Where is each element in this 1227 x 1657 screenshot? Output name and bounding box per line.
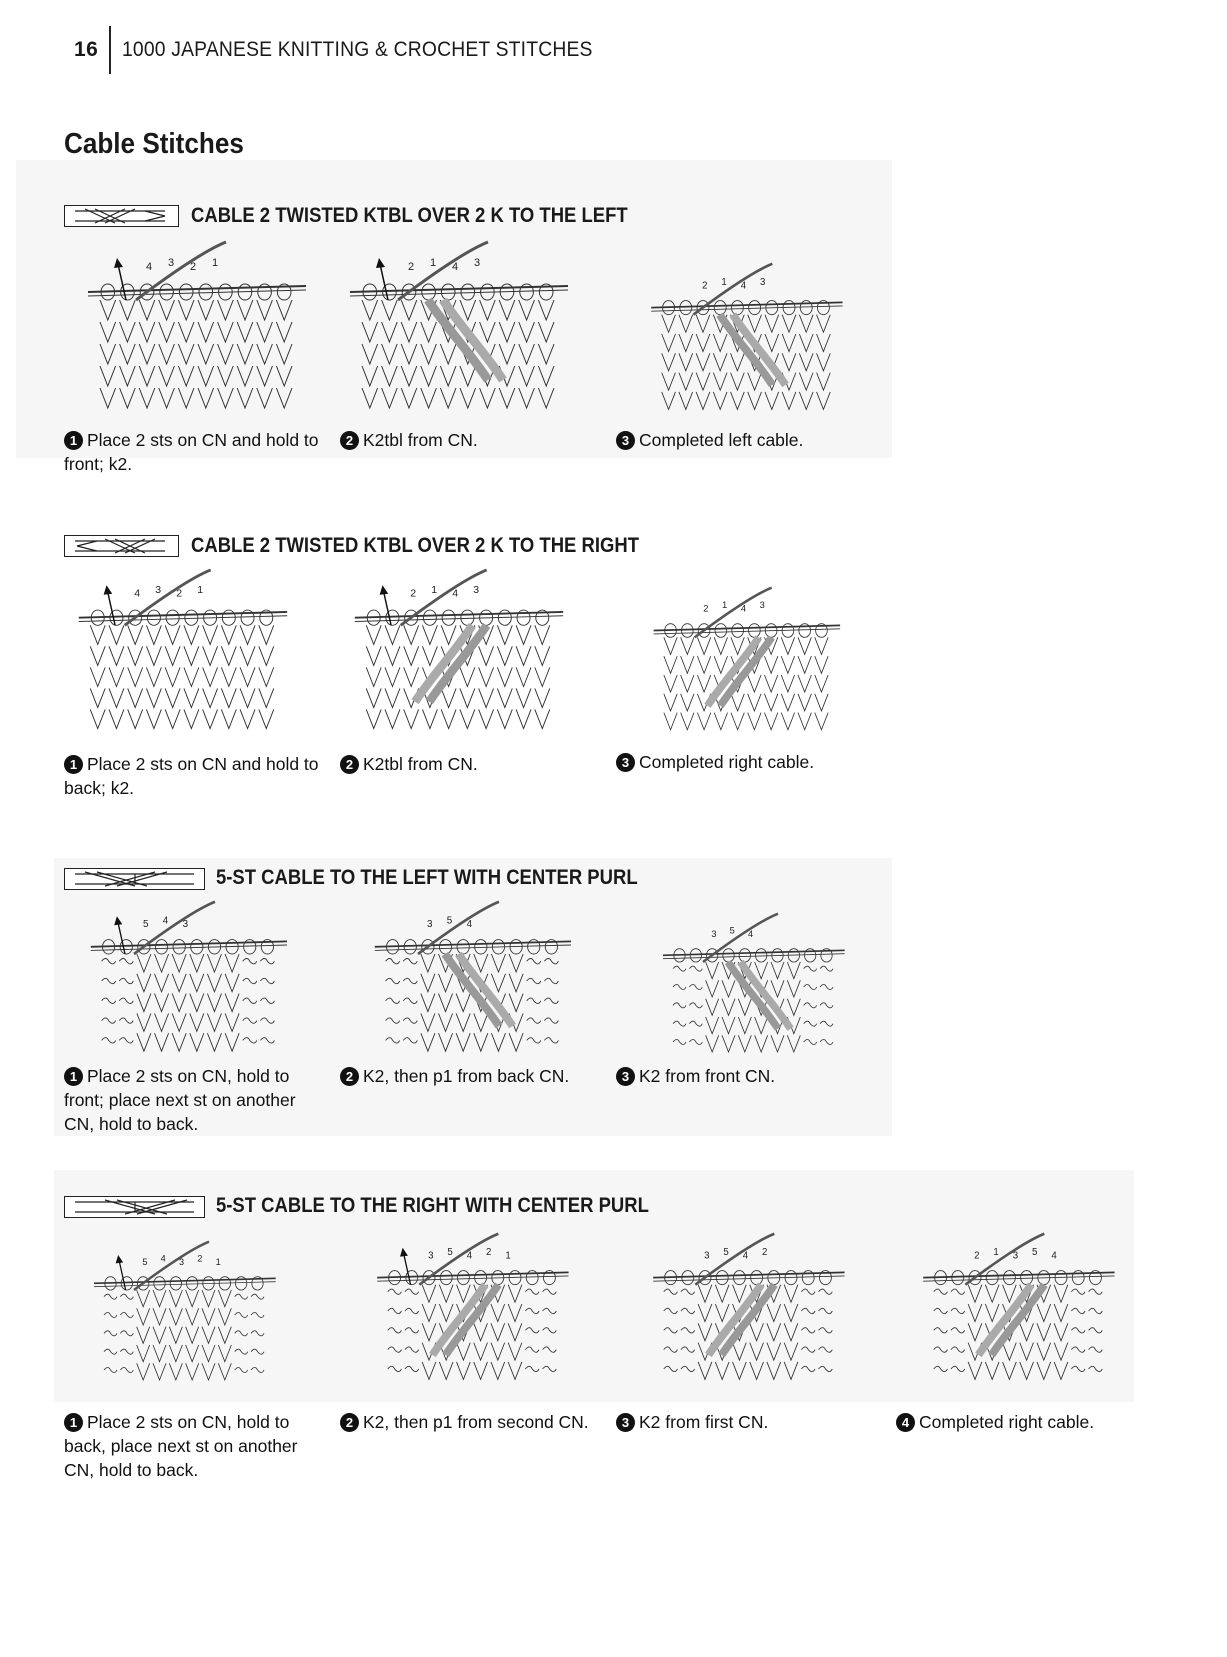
knit-swatch-diagram: [628, 586, 864, 740]
step-caption: 3 Completed right cable.: [616, 750, 876, 774]
diagram-step-1: [72, 1240, 296, 1390]
knit-swatch-diagram: [64, 568, 300, 740]
header-divider: [109, 26, 111, 74]
step-caption: 2 K2tbl from CN.: [340, 428, 600, 452]
step-caption: 2 K2, then p1 from second CN.: [340, 1410, 610, 1434]
knit-swatch-diagram: [340, 240, 576, 420]
diagram-step-2: [340, 568, 576, 740]
svg-text:4: 4: [466, 1250, 473, 1262]
knit-swatch-diagram: [910, 1232, 1126, 1390]
diagram-step-2: [360, 1232, 584, 1390]
svg-text:4: 4: [162, 915, 169, 927]
svg-text:3: 3: [179, 1257, 185, 1267]
svg-text:1: 1: [431, 583, 438, 596]
svg-text:3: 3: [428, 1250, 434, 1262]
svg-text:2: 2: [190, 261, 197, 273]
diagram-step-3: [628, 586, 864, 740]
cable-symbol-chart: [64, 868, 205, 890]
svg-text:3: 3: [1012, 1250, 1019, 1262]
svg-text:5: 5: [447, 1246, 453, 1258]
svg-text:2: 2: [702, 280, 708, 292]
svg-text:4: 4: [1051, 1250, 1057, 1262]
diagram-step-3: [636, 1232, 860, 1390]
knit-swatch-diagram: [628, 262, 864, 420]
knit-swatch-diagram: [636, 1232, 860, 1390]
svg-text:4: 4: [466, 919, 473, 930]
svg-text:3: 3: [427, 919, 433, 930]
svg-text:2: 2: [486, 1246, 492, 1258]
stitch-name: CABLE 2 TWISTED KTBL OVER 2 K TO THE RIGHT: [191, 534, 640, 557]
svg-text:4: 4: [160, 1253, 166, 1264]
step-caption: 3 K2 from front CN.: [616, 1064, 876, 1088]
step-caption: 2 K2, then p1 from back CN.: [340, 1064, 600, 1088]
svg-text:3: 3: [760, 276, 766, 288]
knit-swatch-diagram: [78, 900, 298, 1062]
step-caption: 3 K2 from first CN.: [616, 1410, 876, 1434]
svg-text:3: 3: [704, 1250, 710, 1262]
svg-text:3: 3: [711, 929, 717, 939]
svg-text:5: 5: [1032, 1246, 1038, 1258]
cable-symbol-chart: [64, 205, 179, 227]
svg-text:4: 4: [740, 280, 747, 292]
svg-text:1: 1: [197, 583, 204, 596]
svg-text:1: 1: [721, 276, 727, 288]
section-title: Cable Stitches: [64, 128, 244, 160]
diagram-step-1: [64, 568, 300, 740]
svg-text:5: 5: [142, 1257, 148, 1267]
running-header: [0, 28, 700, 74]
step-caption: 1 Place 2 sts on CN, hold to front; place next st on another CN, hold to back.: [64, 1066, 296, 1134]
svg-text:3: 3: [168, 257, 175, 269]
diagram-step-3: [640, 912, 866, 1062]
svg-text:5: 5: [446, 915, 453, 927]
svg-text:2: 2: [176, 587, 183, 600]
svg-text:5: 5: [723, 1246, 729, 1258]
diagram-step-1: [78, 900, 298, 1062]
svg-text:1: 1: [212, 257, 219, 269]
svg-text:2: 2: [703, 602, 709, 614]
svg-text:3: 3: [759, 599, 765, 611]
page-number: 16: [74, 38, 99, 61]
step-caption: 3 Completed left cable.: [616, 428, 876, 452]
svg-text:4: 4: [134, 587, 141, 600]
knit-swatch-diagram: [360, 1232, 584, 1390]
svg-text:2: 2: [408, 261, 415, 273]
svg-text:1: 1: [993, 1246, 999, 1258]
svg-text:4: 4: [452, 261, 459, 273]
svg-text:2: 2: [197, 1253, 203, 1264]
svg-text:4: 4: [740, 602, 747, 614]
diagram-step-2: [340, 240, 576, 420]
step-caption: 1 Place 2 sts on CN, hold to back, place next st on another CN, hold to back.: [64, 1412, 298, 1480]
svg-text:1: 1: [505, 1250, 511, 1262]
svg-text:3: 3: [182, 919, 189, 930]
svg-text:2: 2: [410, 587, 417, 600]
svg-text:1: 1: [215, 1257, 221, 1267]
svg-text:5: 5: [729, 925, 735, 936]
svg-text:2: 2: [762, 1246, 768, 1258]
step-caption: 2 K2tbl from CN.: [340, 752, 600, 776]
svg-text:3: 3: [473, 583, 480, 596]
svg-text:4: 4: [146, 261, 153, 273]
svg-text:3: 3: [474, 257, 481, 269]
diagram-step-4: [910, 1232, 1126, 1390]
svg-text:4: 4: [748, 929, 754, 939]
knit-swatch-diagram: [78, 240, 314, 420]
svg-text:1: 1: [722, 599, 728, 611]
step-caption: 1 Place 2 sts on CN and hold to front; k2.: [64, 430, 319, 474]
diagram-step-1: [78, 240, 314, 420]
diagram-step-2: [356, 900, 588, 1062]
knit-swatch-diagram: [640, 912, 866, 1062]
svg-text:5: 5: [143, 919, 149, 930]
svg-text:1: 1: [430, 257, 437, 269]
step-caption: 1 Place 2 sts on CN and hold to back; k2.: [64, 754, 319, 798]
knit-swatch-diagram: [356, 900, 588, 1062]
knit-swatch-diagram: [72, 1240, 296, 1390]
book-title: 1000 JAPANESE KNITTING & CROCHET STITCHES: [122, 38, 593, 61]
stitch-name: CABLE 2 TWISTED KTBL OVER 2 K TO THE LEFT: [191, 204, 628, 227]
svg-text:2: 2: [974, 1250, 980, 1262]
svg-text:4: 4: [742, 1250, 749, 1262]
stitch-name: 5-ST CABLE TO THE LEFT WITH CENTER PURL: [216, 866, 638, 889]
svg-text:4: 4: [452, 587, 459, 600]
cable-symbol-chart: [64, 535, 179, 557]
step-caption: 4 Completed right cable.: [896, 1410, 1156, 1434]
diagram-step-3: [628, 262, 864, 420]
stitch-name: 5-ST CABLE TO THE RIGHT WITH CENTER PURL: [216, 1194, 649, 1217]
svg-text:3: 3: [155, 583, 162, 596]
knit-swatch-diagram: [340, 568, 576, 740]
cable-symbol-chart: [64, 1196, 205, 1218]
